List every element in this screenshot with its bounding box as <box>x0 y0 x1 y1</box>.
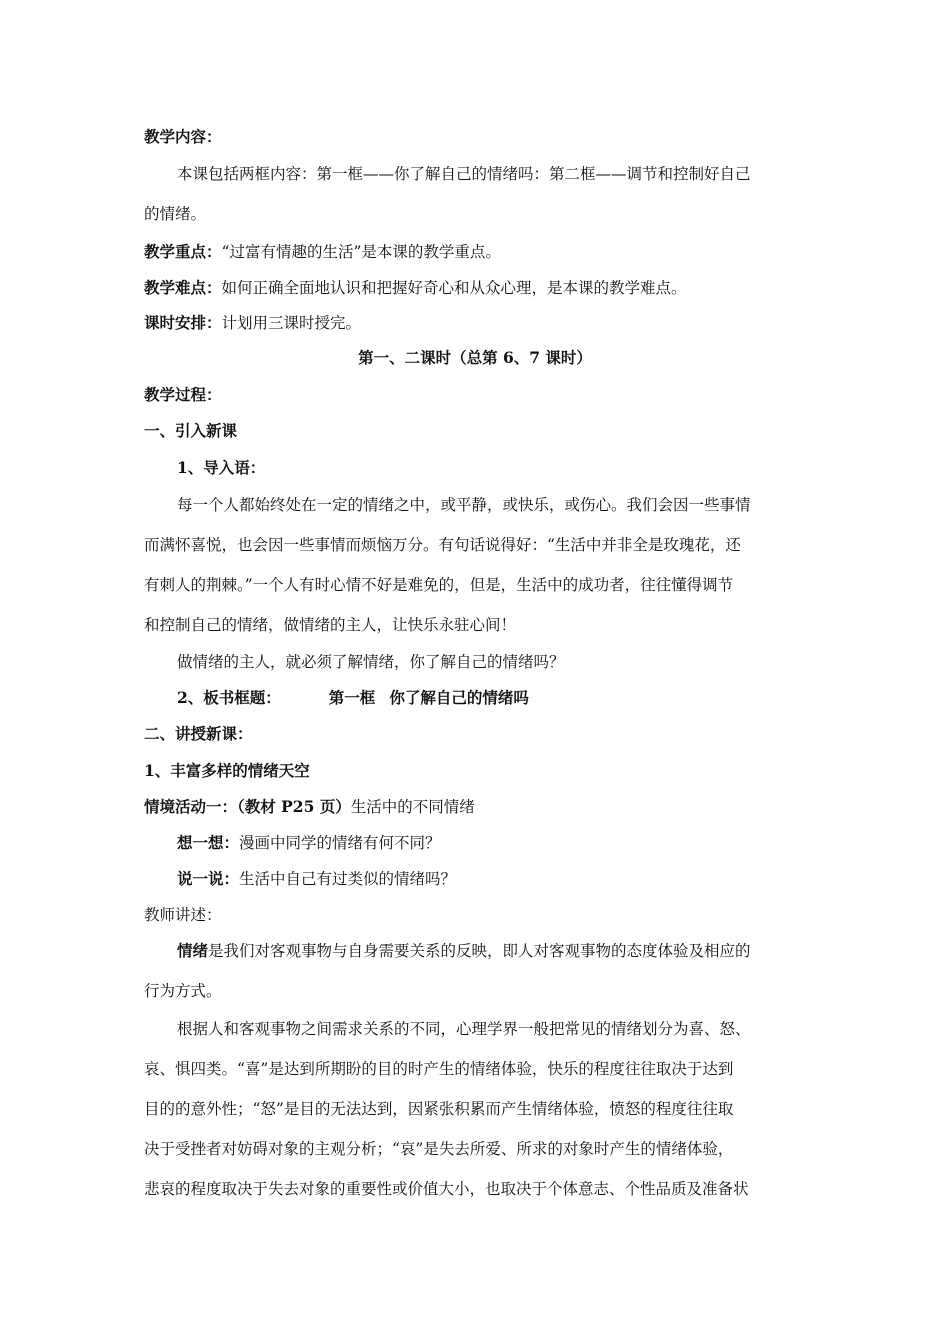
intro-line: 有刺人的荆棘。”一个人有时心情不好是难免的，但是，生活中的成功者，往往懂得调节 <box>144 576 734 594</box>
intro-line: 和控制自己的情绪，做情绪的主人，让快乐永驻心间！ <box>144 616 517 634</box>
activity-label: 情境活动一：（教材 P25 页） <box>144 797 351 816</box>
think-label: 想一想： <box>177 833 240 852</box>
say-text: 生活中自己有过类似的情绪吗？ <box>239 870 457 888</box>
schedule-label: 课时安排： <box>144 313 222 332</box>
classify-line: 哀、惧四类。“喜”是达到所期盼的目的时产生的情绪体验，快乐的程度往往取决于达到 <box>144 1060 734 1078</box>
think-row <box>177 833 441 853</box>
say-row <box>177 869 456 889</box>
board-title: 你了解自己的情绪吗 <box>389 688 529 707</box>
definition-text: 是我们对客观事物与自身需要关系的反映，即人对客观事物的态度体验及相应的 <box>208 942 751 960</box>
say-label: 说一说： <box>177 869 240 888</box>
content-paragraph-line: 本课包括两框内容：第一框——你了解自己的情绪吗：第二框——调节和控制好自己 <box>177 165 751 183</box>
schedule-row <box>144 313 361 333</box>
definition-line: 行为方式。 <box>144 982 222 1000</box>
classify-line: 目的的意外性；“怒”是目的无法达到，因紧张积累而产生情绪体验，愤怒的程度往往取 <box>144 1100 734 1118</box>
classify-line: 根据人和客观事物之间需求关系的不同，心理学界一般把常见的情绪划分为喜、怒、 <box>177 1020 751 1038</box>
difficulty-label: 教学难点： <box>144 278 222 297</box>
intro-question: 做情绪的主人，就必须了解情绪，你了解自己的情绪吗？ <box>177 653 565 671</box>
difficulty-row <box>144 278 687 298</box>
topic-heading: 1、丰富多样的情绪天空 <box>144 761 310 780</box>
classify-line: 悲哀的程度取决于失去对象的重要性或价值大小，也取决于个体意志、个性品质及准备状 <box>144 1180 749 1198</box>
key-point-row <box>144 242 501 262</box>
difficulty-text: 如何正确全面地认识和把握好奇心和从众心理，是本课的教学难点。 <box>221 279 687 297</box>
content-heading: 教学内容： <box>144 127 222 146</box>
process-heading: 教学过程： <box>144 385 222 404</box>
section-heading: 二、讲授新课： <box>144 724 253 743</box>
schedule-text: 计划用三课时授完。 <box>221 314 362 332</box>
definition-term: 情绪 <box>177 941 209 960</box>
intro-line: 每一个人都始终处在一定的情绪之中，或平静，或快乐，或伤心。我们会因一些事情 <box>177 496 751 514</box>
teacher-label: 教师讲述： <box>144 906 222 924</box>
section-heading: 一、引入新课 <box>144 421 238 440</box>
definition-line <box>177 941 751 961</box>
activity-text: 生活中的不同情绪 <box>350 798 475 816</box>
intro-line: 而满怀喜悦，也会因一些事情而烦恼万分。有句话说得好：“生活中并非全是玫瑰花，还 <box>144 536 741 554</box>
activity-row <box>144 797 475 817</box>
classify-line: 决于受挫者对妨碍对象的主观分析；“哀”是失去所爱、所求的对象时产生的情绪体验， <box>144 1140 734 1158</box>
key-point-label: 教学重点： <box>144 242 222 261</box>
content-paragraph-line: 的情绪。 <box>144 205 207 223</box>
board-label: 2、板书框题： <box>177 688 281 707</box>
board-title-row <box>177 688 529 708</box>
board-frame: 第一框 <box>328 688 376 707</box>
intro-label: 1、导入语： <box>177 458 266 477</box>
key-point-text: “过富有情趣的生活”是本课的教学重点。 <box>221 243 501 261</box>
think-text: 漫画中同学的情绪有何不同？ <box>239 834 441 852</box>
session-title: 第一、二课时（总第 6、7 课时） <box>358 348 592 367</box>
